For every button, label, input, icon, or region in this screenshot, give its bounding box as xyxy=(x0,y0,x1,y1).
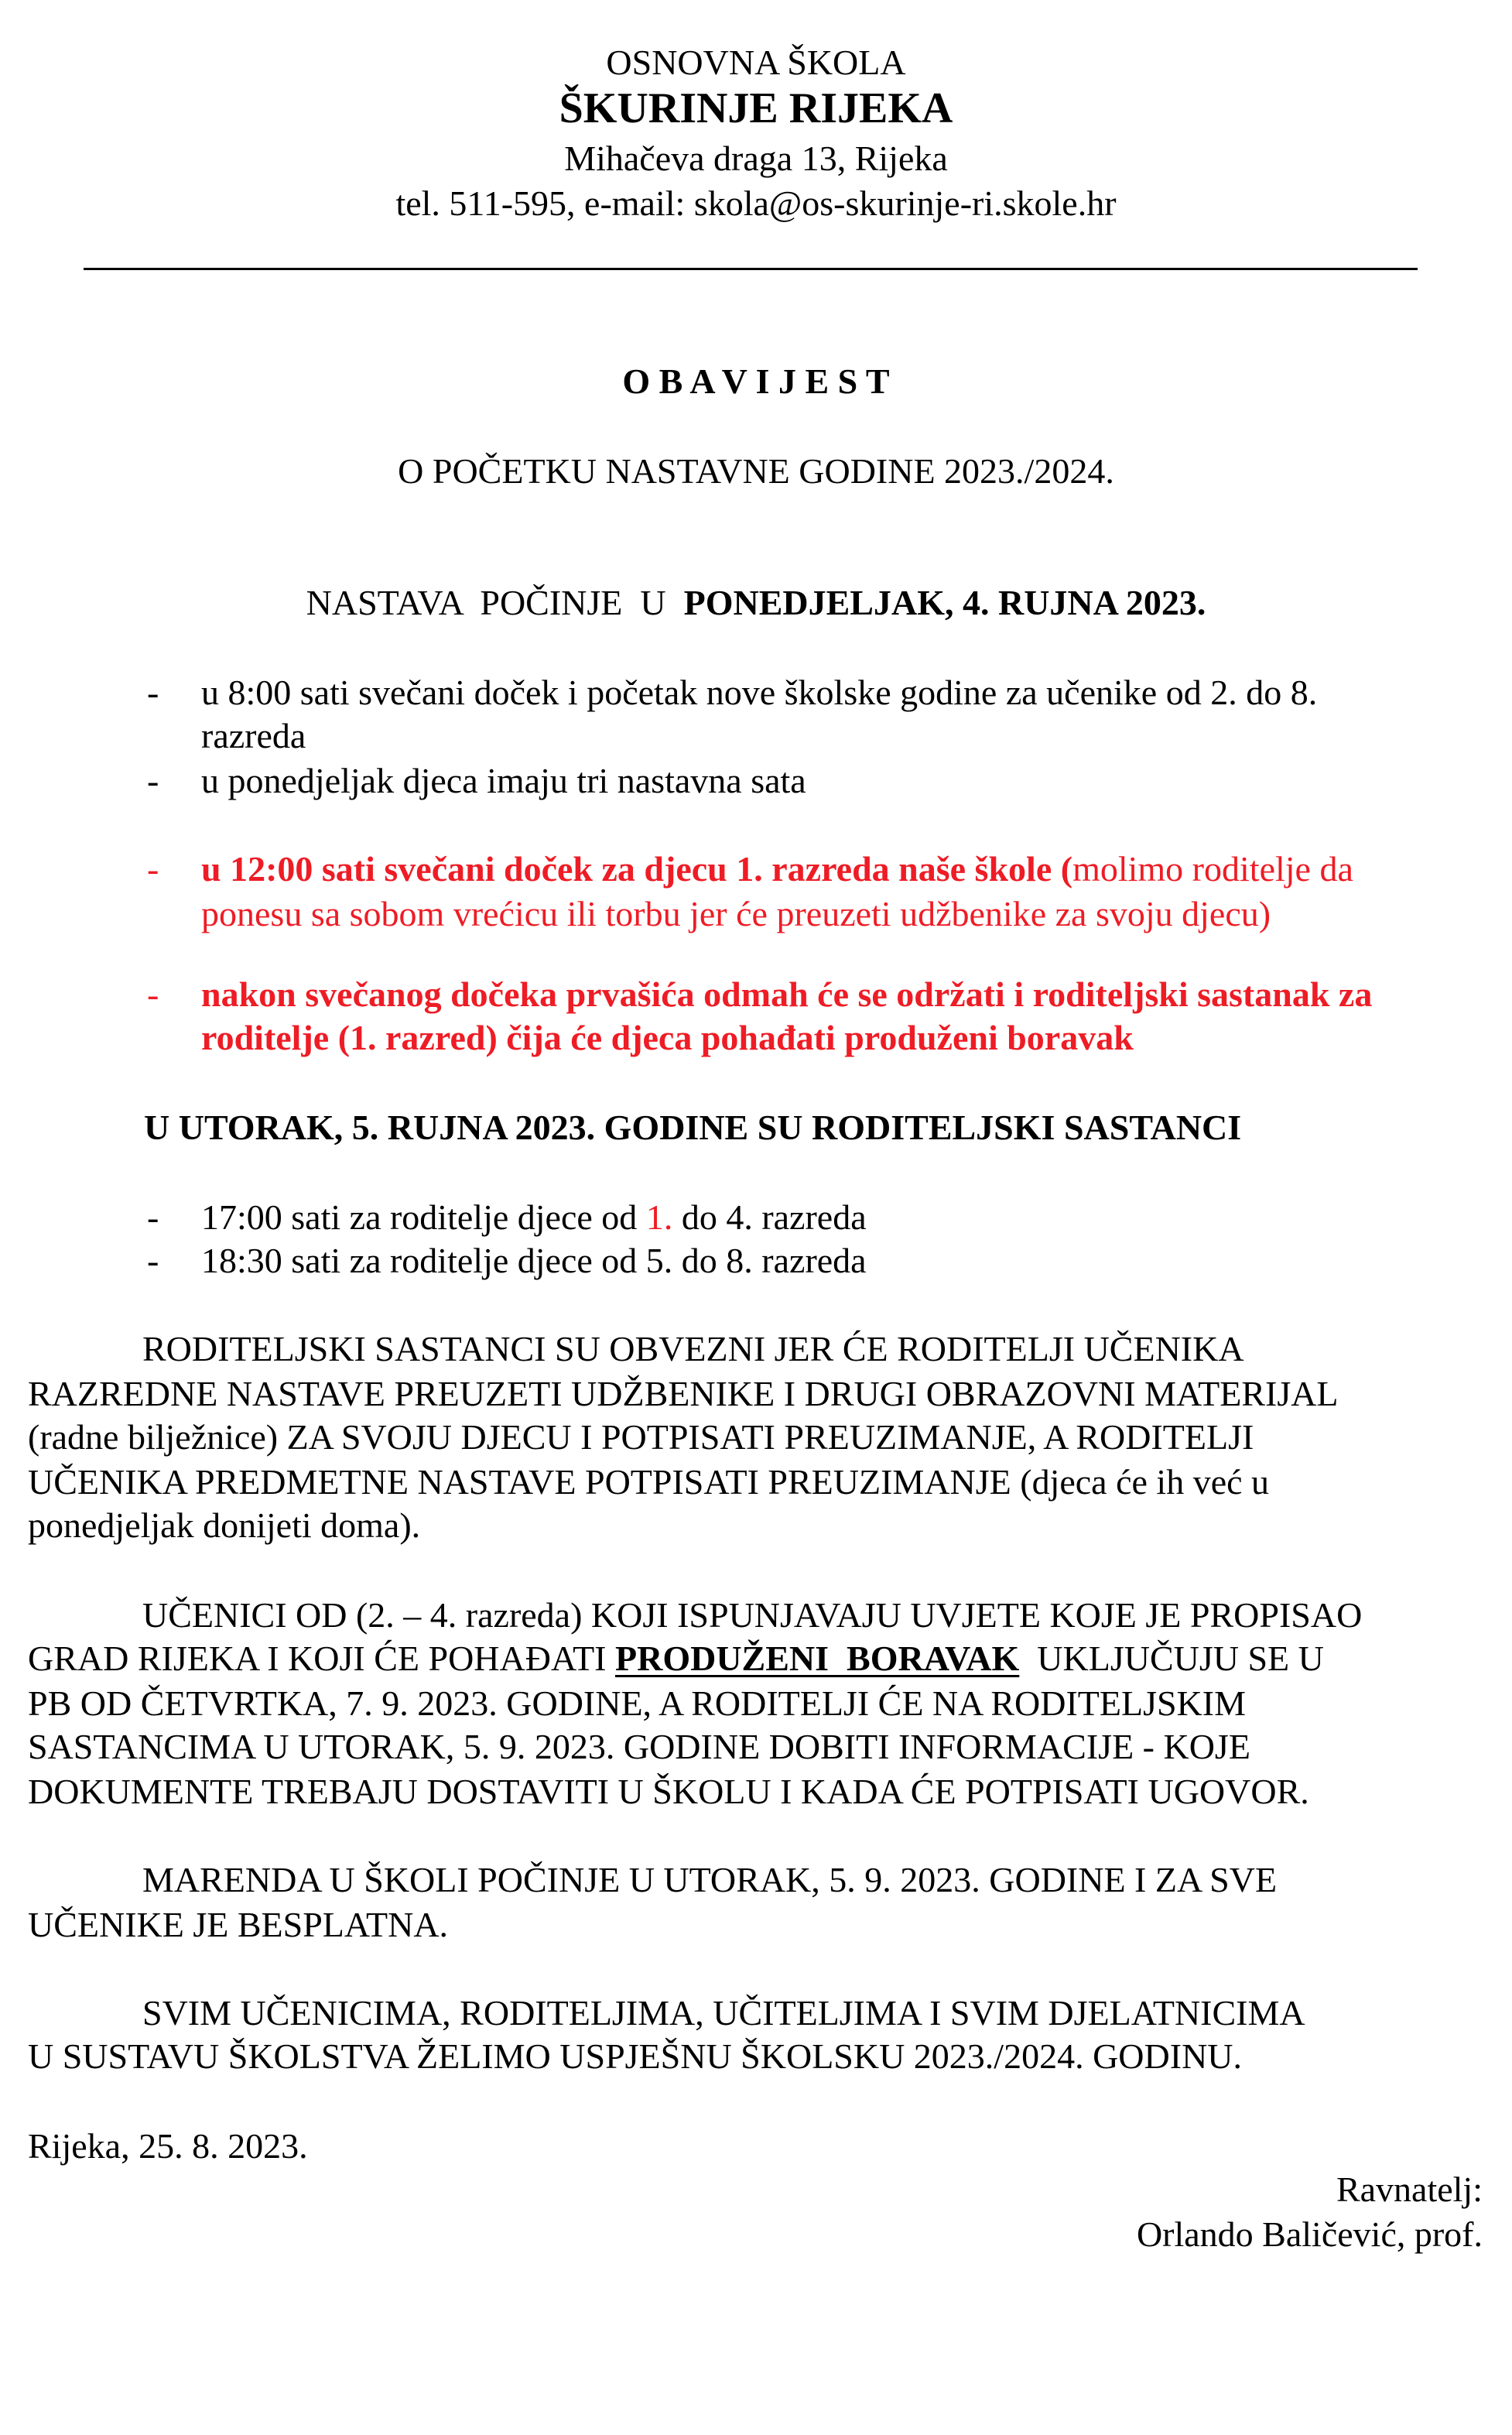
extended-stay-emphasis: PRODUŽENI BORAVAK xyxy=(615,1639,1020,1678)
start-date: PONEDJELJAK, 4. RUJNA 2023. xyxy=(683,583,1206,622)
bullet-3-bold: u 12:00 sati svečani doček za djecu 1. razreda naše škole ( xyxy=(201,849,1073,889)
bullet-1-line2: razreda xyxy=(201,716,306,755)
para3-line1: MARENDA U ŠKOLI POČINJE U UTORAK, 5. 9. 2023. GODINE I ZA SVE xyxy=(142,1860,1278,1899)
para2-line2-a: GRAD RIJEKA I KOJI ĆE POHAĐATI xyxy=(28,1639,615,1678)
bullet-dash: - xyxy=(147,1197,159,1237)
bullet-dash: - xyxy=(147,673,159,712)
meeting-1-grade-red: 1. xyxy=(645,1197,673,1237)
bullet-4-line2: roditelje (1. razred) čija će djeca pohađati produženi boravak xyxy=(201,1018,1134,1057)
school-address: Mihačeva draga 13, Rijeka xyxy=(564,139,948,178)
bullet-dash: - xyxy=(147,849,159,889)
para1-line3: (radne bilježnice) ZA SVOJU DJECU I POTPISATI PREUZIMANJE, A RODITELJI xyxy=(28,1417,1254,1457)
start-prefix: NASTAVA POČINJE U xyxy=(306,583,684,622)
para1-line2: RAZREDNE NASTAVE PREUZETI UDŽBENIKE I DRUGI OBRAZOVNI MATERIJAL xyxy=(28,1374,1339,1413)
header-divider xyxy=(84,268,1418,270)
school-type: OSNOVNA ŠKOLA xyxy=(606,43,906,82)
bullet-dash: - xyxy=(147,761,159,800)
para1-line1: RODITELJSKI SASTANCI SU OBVEZNI JER ĆE RODITELJI UČENIKA xyxy=(142,1329,1244,1368)
para1-line5: ponedjeljak donijeti doma). xyxy=(28,1505,421,1545)
bullet-4-line1: nakon svečanog dočeka prvašića odmah će se održati i roditeljski sastanak za xyxy=(201,974,1373,1014)
signatory-name: Orlando Baličević, prof. xyxy=(1136,2214,1483,2254)
para2-line1: UČENICI OD (2. – 4. razreda) KOJI ISPUNJAVAJU UVJETE KOJE JE PROPISAO xyxy=(142,1595,1363,1635)
start-line xyxy=(0,585,1512,621)
bullet-3-line1 xyxy=(201,851,1353,887)
bullet-2: u ponedjeljak djeca imaju tri nastavna sata xyxy=(201,761,806,800)
bullet-3-line2: ponesu sa sobom vrećicu ili torbu jer će preuzeti udžbenike za svoju djecu) xyxy=(201,894,1271,933)
para3-line2: UČENIKE JE BESPLATNA. xyxy=(28,1905,449,1944)
meeting-1 xyxy=(201,1197,867,1237)
bullet-dash: - xyxy=(147,1241,159,1280)
meeting-1-text-b: do 4. razreda xyxy=(672,1197,867,1237)
notice-title: O B A V I J E S T xyxy=(622,361,890,401)
bullet-1-line1: u 8:00 sati svečani doček i početak nove školske godine za učenike od 2. do 8. xyxy=(201,673,1318,712)
bullet-3-normal: molimo roditelje da xyxy=(1072,849,1353,889)
para2-line3: PB OD ČETVRTKA, 7. 9. 2023. GODINE, A RODITELJI ĆE NA RODITELJSKIM xyxy=(28,1683,1246,1723)
school-contact: tel. 511-595, e-mail: skola@os-skurinje-ri.skole.hr xyxy=(395,183,1117,223)
para1-line4: UČENIKA PREDMETNE NASTAVE POTPISATI PREUZIMANJE (djeca će ih već u xyxy=(28,1462,1270,1502)
para4-line2: U SUSTAVU ŠKOLSTVA ŽELIMO USPJEŠNU ŠKOLSKU 2023./2024. GODINU. xyxy=(28,2036,1243,2076)
school-name: ŠKURINJE RIJEKA xyxy=(559,84,953,132)
place-and-date: Rijeka, 25. 8. 2023. xyxy=(28,2126,308,2166)
para2-line4: SASTANCIMA U UTORAK, 5. 9. 2023. GODINE DOBITI INFORMACIJE - KOJE xyxy=(28,1727,1250,1766)
para4-line1: SVIM UČENICIMA, RODITELJIMA, UČITELJIMA I SVIM DJELATNICIMA xyxy=(142,1993,1305,2033)
bullet-dash: - xyxy=(147,974,159,1014)
meeting-2: 18:30 sati za roditelje djece od 5. do 8. razreda xyxy=(201,1241,867,1280)
notice-subtitle: O POČETKU NASTAVNE GODINE 2023./2024. xyxy=(398,451,1114,491)
para2-line2-b: UKLJUČUJU SE U xyxy=(1019,1639,1324,1678)
meeting-1-text-a: 17:00 sati za roditelje djece od xyxy=(201,1197,646,1237)
meetings-heading: U UTORAK, 5. RUJNA 2023. GODINE SU RODITELJSKI SASTANCI xyxy=(144,1108,1242,1147)
signatory-role: Ravnatelj: xyxy=(1336,2170,1483,2209)
para2-line2 xyxy=(28,1641,1324,1676)
para2-line5: DOKUMENTE TREBAJU DOSTAVITI U ŠKOLU I KADA ĆE POTPISATI UGOVOR. xyxy=(28,1772,1309,1811)
